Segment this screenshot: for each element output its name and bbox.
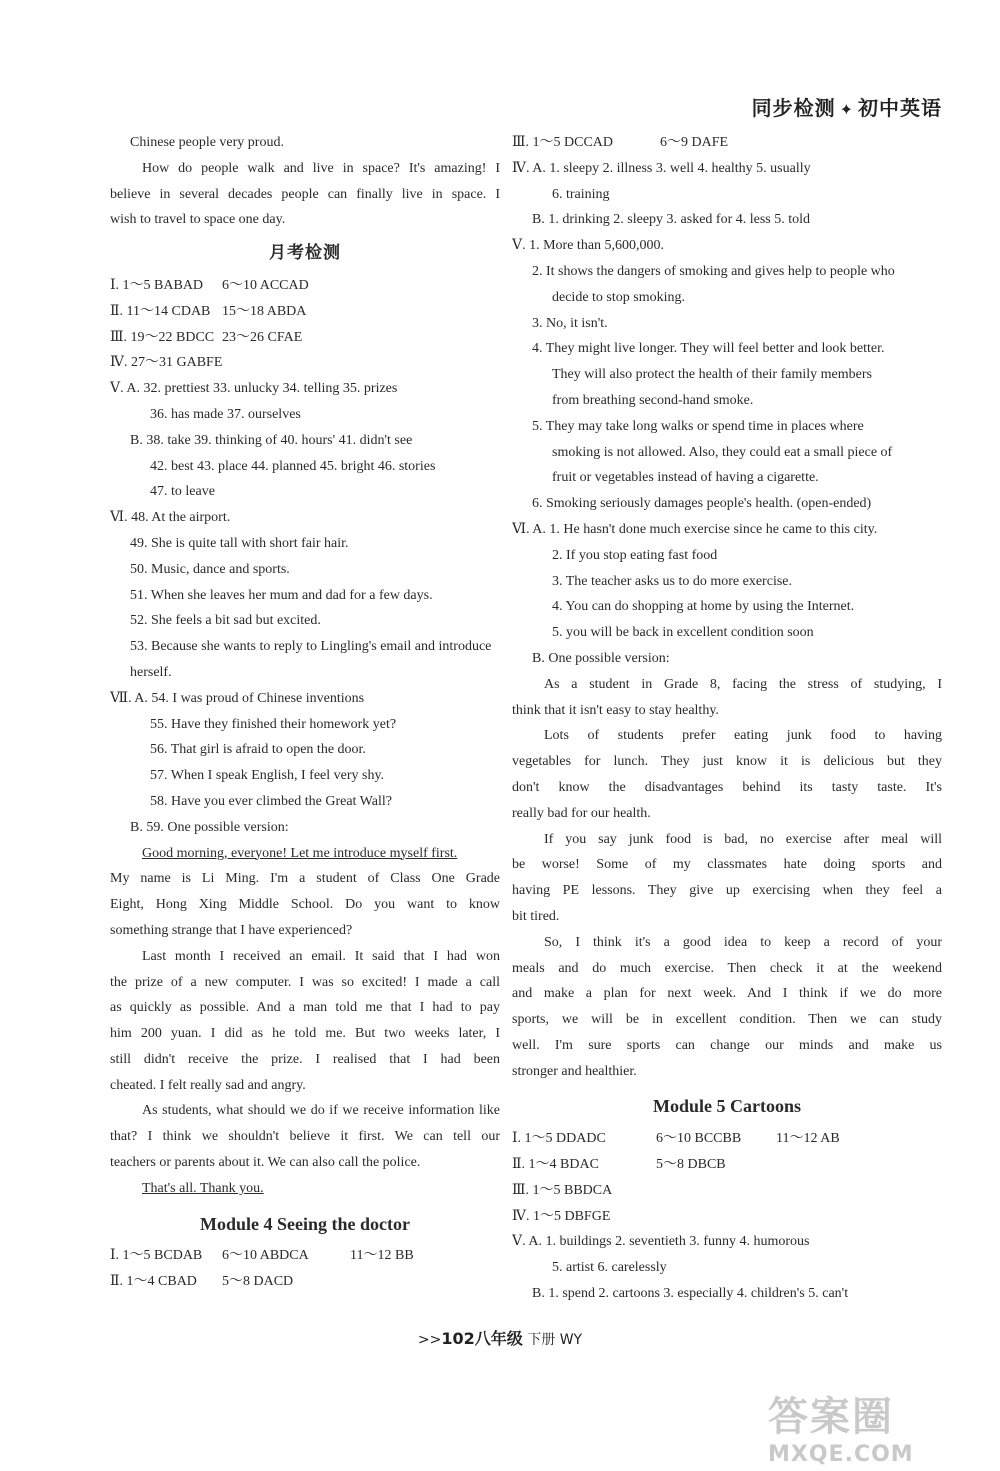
answer-line: B. 59. One possible version: <box>130 819 289 835</box>
essay-line: as quickly as possible. And a man told me that I had to pay <box>110 1000 500 1016</box>
essay-line: Good morning, everyone! Let me introduce myself first. <box>142 845 458 861</box>
answer-line: 2. It shows the dangers of smoking and gives help to people who <box>532 263 895 279</box>
answer-line: 4. They might live longer. They will feel better and look better. <box>532 341 885 357</box>
left-column <box>110 130 500 1295</box>
answer-line: B. 1. spend 2. cartoons 3. especially 4. children's 5. can't <box>532 1286 849 1302</box>
essay-line: Lots of students prefer eating junk food to having <box>544 728 942 744</box>
volume-label: 下册 <box>527 1332 556 1348</box>
essay-line: and make a plan for next week. And I think if we do more <box>512 986 942 1002</box>
answer-line: 50. Music, dance and sports. <box>130 561 290 577</box>
page-header <box>752 92 942 121</box>
essay-line: sports, we will be in excellent condition. Then we can study <box>512 1012 942 1028</box>
answer-line: 3. No, it isn't. <box>532 315 608 331</box>
answer-line: 55. Have they finished their homework yet? <box>150 716 397 732</box>
essay-line: having PE lessons. They give up exercising when they feel a <box>512 883 942 899</box>
watermark <box>768 1385 968 1465</box>
text-line: How do people walk and live in space? It's amazing! I <box>142 160 500 176</box>
answer-line: B. 38. take 39. thinking of 40. hours' 41. didn't see <box>130 432 413 448</box>
right-column <box>512 130 942 1307</box>
answer-row: Ⅱ. 11～14 CDAB 15～18 ABDA <box>110 303 307 319</box>
essay-line: So, I think it's a good idea to keep a record of your <box>544 934 942 950</box>
answer-row: Ⅲ. 1～5 DCCAD 6～9 DAFE <box>512 135 729 150</box>
essay-line: be worse! Some of my classmates hate doing sports and <box>512 857 942 873</box>
essay-line: Eight, Hong Xing Middle School. Do you want to know <box>110 897 500 913</box>
essay-line: My name is Li Ming. I'm a student of Class One Grade <box>110 871 500 887</box>
essay-line: him 200 yuan. I did as he told me. But two weeks later, I <box>110 1026 500 1042</box>
star-icon: ✦ <box>839 100 854 119</box>
answer-line: 58. Have you ever climbed the Great Wall? <box>150 793 392 809</box>
answer-line: Ⅴ. A. 32. prettiest 33. unlucky 34. telling 35. prizes <box>110 381 398 397</box>
answer-line: Ⅵ. A. 1. He hasn't done much exercise since he came to this city. <box>512 521 878 537</box>
answer-row: Ⅰ. 1～5 BABAD 6～10 ACCAD <box>110 277 309 293</box>
essay-line: think that it isn't easy to stay healthy. <box>512 702 719 718</box>
answer-row: Ⅰ. 1～5 DDADC 6～10 BCCBB 11～12 AB <box>512 1131 840 1147</box>
answer-line: Ⅶ. A. 54. I was proud of Chinese inventions <box>110 690 365 706</box>
answer-row: Ⅱ. 1～4 BDAC 5～8 DBCB <box>512 1157 726 1173</box>
double-chevron-icon: >> <box>417 1332 442 1348</box>
essay-line: Last month I received an email. It said that I had won <box>142 948 500 964</box>
essay-line: well. I'm sure sports can change our minds and make us <box>512 1037 942 1053</box>
essay-line: vegetables for lunch. They just know it is delicious but they <box>512 754 942 770</box>
answer-line: 5. you will be back in excellent condition soon <box>552 625 814 641</box>
answer-line: 53. Because she wants to reply to Lingling's email and introduce <box>130 639 492 655</box>
watermark-logo-text: 答案圈 <box>768 1394 894 1440</box>
answer-line: 52. She feels a bit sad but excited. <box>130 613 321 629</box>
essay-line: that? I think we shouldn't believe it first. We can tell our <box>110 1129 500 1145</box>
answer-line: 42. best 43. place 44. planned 45. bright 46. stories <box>150 458 436 474</box>
page-number: 102 <box>441 1329 475 1348</box>
essay-line: meals and do much exercise. Then check it at the weekend <box>512 960 942 976</box>
answer-line: 6. training <box>552 186 610 202</box>
answer-line: 36. has made 37. ourselves <box>150 406 301 422</box>
answer-row: Ⅱ. 1～4 CBAD 5～8 DACD <box>110 1274 294 1290</box>
header-subject: 初中英语 <box>858 96 942 120</box>
essay-line: still didn't receive the prize. I realised that I had been <box>110 1051 500 1067</box>
essay-line: If you say junk food is bad, no exercise after meal will <box>544 831 942 847</box>
essay-line: the prize of a new computer. I was so excited! I made a call <box>110 974 500 990</box>
text-line: wish to travel to space one day. <box>110 212 286 228</box>
answer-line: 3. The teacher asks us to do more exercise. <box>552 573 792 589</box>
essay-line: As students, what should we do if we receive information like <box>142 1103 500 1119</box>
answer-line: Ⅴ. 1. More than 5,600,000. <box>512 238 665 254</box>
text-line: Chinese people very proud. <box>130 135 284 150</box>
answer-row: Ⅲ. 1～5 BBDCA <box>512 1182 613 1198</box>
essay-line: That's all. Thank you. <box>142 1180 264 1196</box>
answer-line: Ⅵ. 48. At the airport. <box>110 510 231 526</box>
essay-line: cheated. I felt really sad and angry. <box>110 1077 306 1093</box>
answer-line: fruit or vegetables instead of having a cigarette. <box>552 470 819 486</box>
answer-line: 5. They may take long walks or spend time in places where <box>532 418 864 434</box>
text-line: believe in several decades people can finally live in space. I <box>110 186 500 202</box>
answer-row: Ⅳ. 27～31 GABFE <box>110 355 223 371</box>
answer-line: 6. Smoking seriously damages people's health. (open-ended) <box>532 496 872 512</box>
answer-line: Ⅳ. A. 1. sleepy 2. illness 3. well 4. healthy 5. usually <box>512 160 811 176</box>
answer-line: from breathing second-hand smoke. <box>552 392 754 408</box>
module-title: Module 4 Seeing the doctor <box>200 1213 410 1234</box>
answer-line: 51. When she leaves her mum and dad for a few days. <box>130 587 433 603</box>
essay-line: teachers or parents about it. We can also call the police. <box>110 1155 421 1171</box>
header-series: 同步检测 <box>751 96 836 120</box>
watermark-url: MXQE.COM <box>768 1442 914 1467</box>
answer-line: 49. She is quite tall with short fair hair. <box>130 535 349 551</box>
edition-label: WY <box>559 1332 583 1348</box>
essay-line: bit tired. <box>512 908 560 924</box>
answer-line: decide to stop smoking. <box>552 289 685 305</box>
answer-row: Ⅳ. 1～5 DBFGE <box>512 1208 611 1224</box>
answer-line: 2. If you stop eating fast food <box>552 547 718 563</box>
answer-line: 5. artist 6. carelessly <box>552 1260 667 1276</box>
answer-line: 4. You can do shopping at home by using the Internet. <box>552 599 855 615</box>
section-title-monthly: 月考检测 <box>269 243 341 264</box>
module-title: Module 5 Cartoons <box>653 1096 801 1117</box>
answer-line: 47. to leave <box>150 484 215 500</box>
essay-line: something strange that I have experienced? <box>110 922 353 938</box>
answer-line: Ⅴ. A. 1. buildings 2. seventieth 3. funny 4. humorous <box>512 1234 810 1250</box>
grade-label: 八年级 <box>474 1329 523 1348</box>
essay-line: stronger and healthier. <box>512 1063 637 1079</box>
answer-row: Ⅲ. 19～22 BDCC 23～26 CFAE <box>110 329 303 345</box>
page-footer <box>0 1326 1000 1349</box>
answer-line: B. 1. drinking 2. sleepy 3. asked for 4. less 5. told <box>532 212 811 228</box>
essay-line: really bad for our health. <box>512 805 651 821</box>
answer-line: B. One possible version: <box>532 650 670 666</box>
essay-line: As a student in Grade 8, facing the stress of studying, I <box>544 676 942 692</box>
answer-line: 57. When I speak English, I feel very shy. <box>150 768 385 784</box>
answer-line: 56. That girl is afraid to open the door. <box>150 742 366 758</box>
answer-line: They will also protect the health of their family members <box>552 367 872 383</box>
answer-line: herself. <box>130 664 172 680</box>
answer-line: smoking is not allowed. Also, they could eat a small piece of <box>552 444 893 460</box>
answer-row: Ⅰ. 1～5 BCDAB 6～10 ABDCA 11～12 BB <box>110 1248 414 1264</box>
essay-line: don't know the disadvantages behind its tasty taste. It's <box>512 779 942 795</box>
